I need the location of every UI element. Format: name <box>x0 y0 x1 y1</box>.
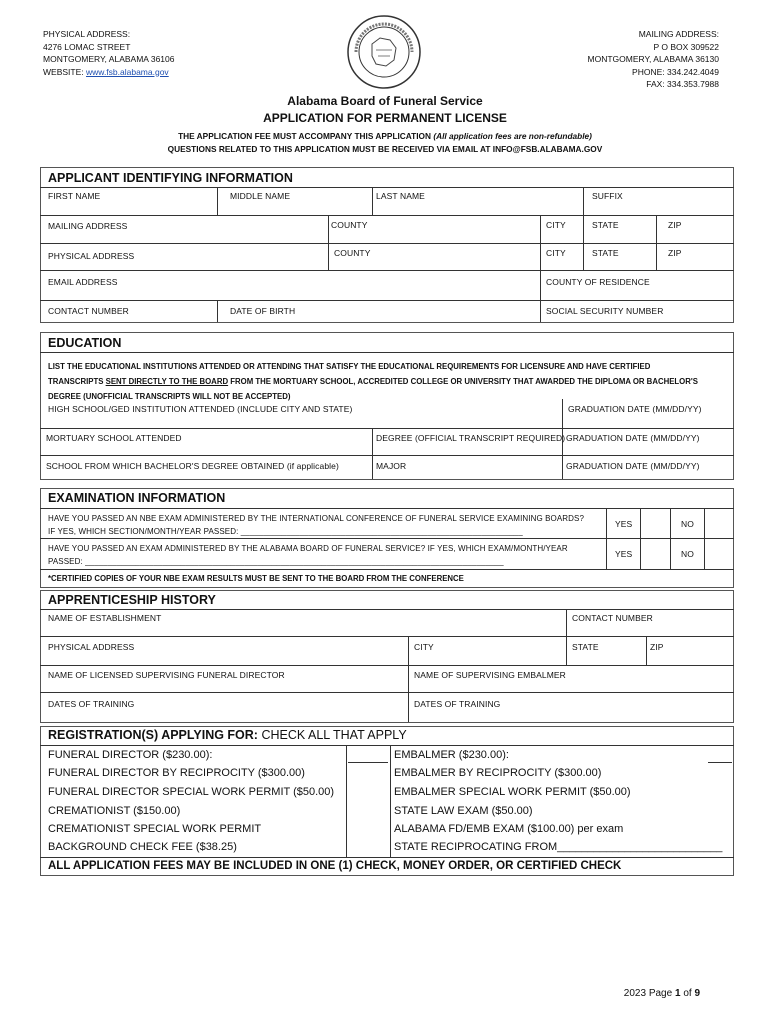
nbe-results-note: *CERTIFIED COPIES OF YOUR NBE EXAM RESULTS MUST BE SENT TO THE BOARD FROM THE CONFERENCE <box>48 574 464 583</box>
board-seal <box>346 14 422 90</box>
physical-zip-field[interactable]: ZIP <box>668 248 682 258</box>
reg-state-law-exam[interactable]: STATE LAW EXAM ($50.00) <box>394 805 533 817</box>
mailing-county-field[interactable]: COUNTY <box>331 220 368 230</box>
apprentice-state-field[interactable]: STATE <box>572 642 599 652</box>
physical-address-line1: 4276 LOMAC STREET <box>43 41 131 52</box>
education-instructions <box>48 359 698 404</box>
applicant-title: APPLICANT IDENTIFYING INFORMATION <box>48 171 293 185</box>
apprentice-address-field[interactable]: PHYSICAL ADDRESS <box>48 642 135 652</box>
reg-alabama-exam[interactable]: ALABAMA FD/EMB EXAM ($100.00) per exam <box>394 823 624 835</box>
mortuary-school-field[interactable]: MORTUARY SCHOOL ATTENDED <box>46 433 182 443</box>
mailing-address-field[interactable]: MAILING ADDRESS <box>48 221 128 231</box>
email-field[interactable]: EMAIL ADDRESS <box>48 277 118 287</box>
first-name-field[interactable]: FIRST NAME <box>48 191 101 201</box>
apprenticeship-title: APPRENTICESHIP HISTORY <box>48 593 216 607</box>
county-of-residence-field[interactable]: COUNTY OF RESIDENCE <box>546 277 650 287</box>
nbe-exam-question-line1: HAVE YOU PASSED AN NBE EXAM ADMINISTERED BY THE INTERNATIONAL CONFERENCE OF FUNERAL SERVICE EXAMINING BOARDS? <box>48 514 585 523</box>
physical-address-line2: MONTGOMERY, ALABAMA 36106 <box>43 54 175 64</box>
education-instr-line1: LIST THE EDUCATIONAL INSTITUTIONS ATTENDED OR ATTENDING THAT SATISFY THE EDUCATIONAL REQUIREMENTS FOR LICENSURE AND HAVE CERTIFIED <box>48 362 651 371</box>
reg-fd-reciprocity[interactable]: FUNERAL DIRECTOR BY RECIPROCITY ($300.00) <box>48 767 305 779</box>
bachelor-grad-date-field[interactable]: GRADUATION DATE (MM/DD/YY) <box>566 461 700 471</box>
education-instr-2c: FROM THE MORTUARY SCHOOL, ACCREDITED COLLEGE OR UNIVERSITY THAT AWARDED THE DIPLOMA OR BACHELOR'S <box>230 377 698 386</box>
fee-note-italic: (All application fees are non-refundable) <box>433 131 592 141</box>
nbe-yes-label: YES <box>615 519 633 529</box>
application-title: APPLICATION FOR PERMANENT LICENSE <box>263 111 507 125</box>
registration-title-bold: REGISTRATION(S) APPLYING FOR: <box>48 728 258 742</box>
questions-note: QUESTIONS RELATED TO THIS APPLICATION MUST BE RECEIVED VIA EMAIL AT INFO@FSB.ALABAMA.GOV <box>167 144 603 154</box>
physical-address-block <box>43 28 175 78</box>
apprentice-contact-field[interactable]: CONTACT NUMBER <box>572 613 653 623</box>
nbe-no-label: NO <box>681 519 694 529</box>
reg-background-check[interactable]: BACKGROUND CHECK FEE ($38.25) <box>48 841 237 853</box>
mailing-address-label: MAILING ADDRESS: <box>638 29 719 39</box>
physical-city-field[interactable]: CITY <box>546 248 566 258</box>
reg-embalmer-special-permit[interactable]: EMBALMER SPECIAL WORK PERMIT ($50.00) <box>394 786 631 798</box>
physical-address-label: PHYSICAL ADDRESS: <box>43 29 131 39</box>
page-total: 9 <box>694 988 700 999</box>
mailing-address-line1: P O BOX 309522 <box>653 41 719 52</box>
exam-title: EXAMINATION INFORMATION <box>48 491 226 505</box>
fd-training-dates-field[interactable]: DATES OF TRAINING <box>48 699 135 709</box>
alabama-yes-checkbox[interactable] <box>641 539 669 569</box>
nbe-exam-section-field[interactable]: IF YES, WHICH SECTION/MONTH/YEAR PASSED: ______________________________________________________________ <box>48 527 523 536</box>
nbe-exam-question <box>48 512 584 538</box>
registration-title <box>48 728 407 742</box>
page-current: 1 <box>674 988 681 999</box>
education-title: EDUCATION <box>48 336 122 350</box>
embalmer-training-dates-field[interactable]: DATES OF TRAINING <box>414 699 501 709</box>
degree-field[interactable]: DEGREE (OFFICIAL TRANSCRIPT REQUIRED) <box>376 433 566 443</box>
apprentice-zip-field[interactable]: ZIP <box>650 642 664 652</box>
page-footer <box>624 988 700 999</box>
education-instr-line3: DEGREE (UNOFFICIAL TRANSCRIPTS WILL NOT BE ACCEPTED) <box>48 392 291 401</box>
physical-state-field[interactable]: STATE <box>592 248 619 258</box>
mailing-city-field[interactable]: CITY <box>546 220 566 230</box>
alabama-no-checkbox[interactable] <box>705 539 733 569</box>
education-instr-2a: TRANSCRIPTS <box>48 377 104 386</box>
mailing-address-line2: MONTGOMERY, ALABAMA 36130 <box>587 54 719 64</box>
mailing-address-block <box>588 28 720 91</box>
high-school-field[interactable]: HIGH SCHOOL/GED INSTITUTION ATTENDED (INCLUDE CITY AND STATE) <box>48 404 353 414</box>
alabama-exam-question <box>48 542 568 568</box>
registration-title-plain: CHECK ALL THAT APPLY <box>261 728 407 742</box>
fee-note <box>0 131 770 141</box>
alabama-yes-label: YES <box>615 549 633 559</box>
reg-embalmer-reciprocity[interactable]: EMBALMER BY RECIPROCITY ($300.00) <box>394 767 602 779</box>
reg-cremationist[interactable]: CREMATIONIST ($150.00) <box>48 805 181 817</box>
bachelor-school-field[interactable]: SCHOOL FROM WHICH BACHELOR'S DEGREE OBTAINED (if applicable) <box>46 461 339 471</box>
last-name-field[interactable]: LAST NAME <box>376 191 425 201</box>
page-footer-of: of <box>683 988 692 999</box>
fees-footer-note: ALL APPLICATION FEES MAY BE INCLUDED IN ONE (1) CHECK, MONEY ORDER, OR CERTIFIED CHECK <box>48 860 622 872</box>
ssn-field[interactable]: SOCIAL SECURITY NUMBER <box>546 306 664 316</box>
reg-state-reciprocating[interactable]: STATE RECIPROCATING FROM___________________________ <box>394 841 723 853</box>
mortuary-grad-date-field[interactable]: GRADUATION DATE (MM/DD/YY) <box>566 433 700 443</box>
date-of-birth-field[interactable]: DATE OF BIRTH <box>230 306 296 316</box>
contact-number-field[interactable]: CONTACT NUMBER <box>48 306 129 316</box>
establishment-field[interactable]: NAME OF ESTABLISHMENT <box>48 613 162 623</box>
fax-number: FAX: 334.353.7988 <box>646 79 719 89</box>
apprentice-city-field[interactable]: CITY <box>414 642 434 652</box>
physical-county-field[interactable]: COUNTY <box>334 248 371 258</box>
physical-address-field[interactable]: PHYSICAL ADDRESS <box>48 251 135 261</box>
nbe-yes-checkbox[interactable] <box>641 509 669 538</box>
fee-note-main: THE APPLICATION FEE MUST ACCOMPANY THIS APPLICATION <box>178 131 431 141</box>
mailing-state-field[interactable]: STATE <box>592 220 619 230</box>
alabama-exam-question-line1: HAVE YOU PASSED AN EXAM ADMINISTERED BY THE ALABAMA BOARD OF FUNERAL SERVICE? IF YES, WHICH EXAM/MONTH/YEAR <box>48 544 568 553</box>
reg-funeral-director[interactable]: FUNERAL DIRECTOR ($230.00): <box>48 749 213 761</box>
education-instr-2b: SENT DIRECTLY TO THE BOARD <box>105 377 229 386</box>
hs-grad-date-field[interactable]: GRADUATION DATE (MM/DD/YY) <box>568 404 702 414</box>
board-name: Alabama Board of Funeral Service <box>287 94 483 108</box>
website-label: WEBSITE: <box>43 66 84 77</box>
major-field[interactable]: MAJOR <box>376 461 407 471</box>
website-link[interactable]: www.fsb.alabama.gov <box>86 66 169 77</box>
reg-embalmer[interactable]: EMBALMER ($230.00): <box>394 749 509 761</box>
phone-number: PHONE: 334.242.4049 <box>632 66 719 77</box>
nbe-no-checkbox[interactable] <box>705 509 733 538</box>
page-footer-prefix: 2023 Page <box>623 988 673 999</box>
middle-name-field[interactable]: MIDDLE NAME <box>230 191 291 201</box>
reg-cremationist-permit[interactable]: CREMATIONIST SPECIAL WORK PERMIT <box>48 823 262 835</box>
suffix-field[interactable]: SUFFIX <box>592 191 623 201</box>
alabama-exam-passed-field[interactable]: PASSED: ____________________________________________________________________________________________ <box>48 557 504 566</box>
supervising-embalmer-field[interactable]: NAME OF SUPERVISING EMBALMER <box>414 670 566 680</box>
reg-fd-special-permit[interactable]: FUNERAL DIRECTOR SPECIAL WORK PERMIT ($50.00) <box>48 786 335 798</box>
alabama-no-label: NO <box>681 549 694 559</box>
supervising-fd-field[interactable]: NAME OF LICENSED SUPERVISING FUNERAL DIRECTOR <box>48 670 285 680</box>
mailing-zip-field[interactable]: ZIP <box>668 220 682 230</box>
